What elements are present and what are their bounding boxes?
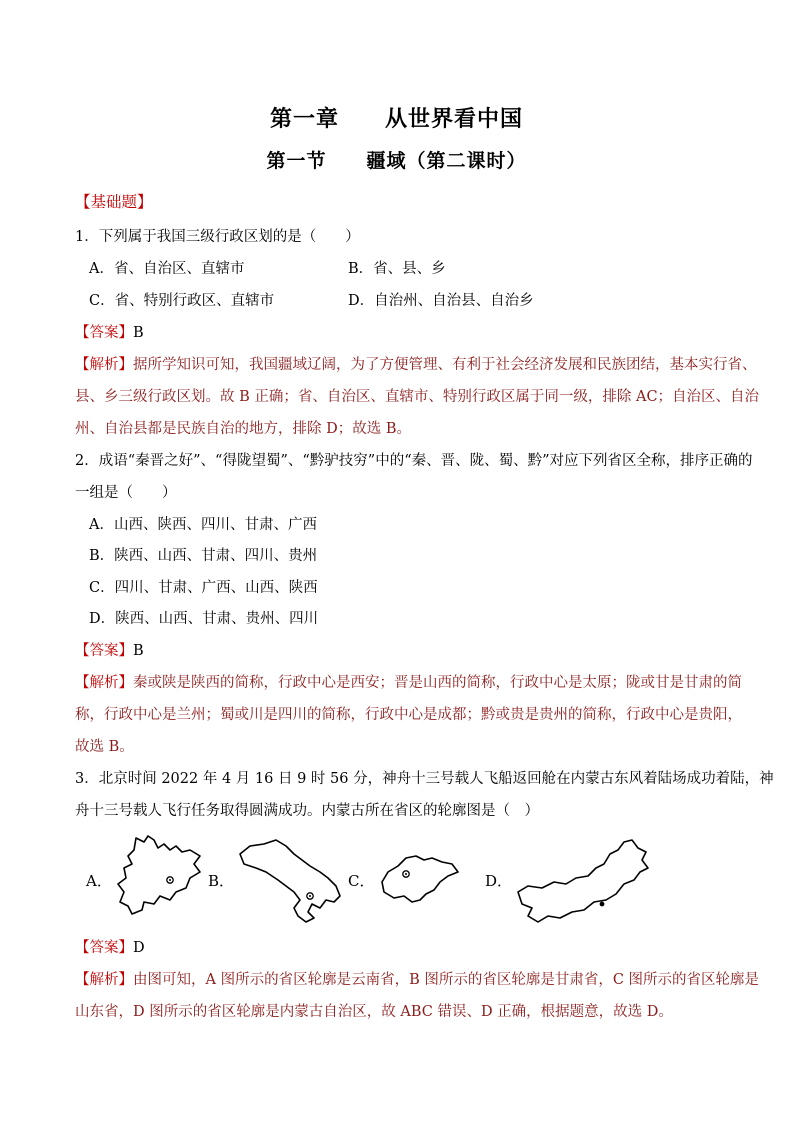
q3-analysis-text-1: 由图可知，A 图所示的省区轮廓是云南省，B 图所示的省区轮廓是甘肃省，C 图所示的省区轮廓是 [133,972,760,988]
q2-option-a: A．山西、陕西、四川、甘肃、广西 [89,517,317,533]
q1-analysis-line-2: 县、乡三级行政区划。故 B 正确；省、自治区、直辖市、特别行政区属于同一级，排除 AC；自治区、自治 [75,389,760,405]
q3-stem-line-2: 舟十三号载人飞行任务取得圆满成功。内蒙古所在省区的轮廓图是（ ） [75,803,539,819]
q2-analysis-line-1 [75,673,742,693]
answer-tag: 【答案】 [75,940,133,956]
q1-answer-row [75,323,144,343]
section-title: 第一节 疆域（第二课时） [266,150,527,172]
q2-analysis-line-3: 故选 B。 [75,739,134,755]
chapter-title: 第一章 从世界看中国 [269,106,523,132]
q3-answer: D [133,940,145,956]
q2-analysis-text-1: 秦或陕是陕西的简称，行政中心是西安；晋是山西的简称，行政中心是太原；陇或甘是甘肃的简 [133,675,742,691]
q2-stem-line-2: 一组是（ ） [75,485,177,501]
section-tag: 【基础题】 [75,193,153,211]
analysis-tag: 【解析】 [75,357,133,373]
q3-analysis-line-2: 山东省，D 图所示的省区轮廓是内蒙古自治区，故 ABC 错误、D 正确，根据题意，故选 D。 [75,1004,673,1020]
analysis-tag: 【解析】 [75,675,133,691]
q2-option-b: B．陕西、山西、甘肃、四川、贵州 [89,548,318,564]
answer-tag: 【答案】 [75,325,133,341]
q2-answer: B [133,643,144,659]
shandong-outline-map [376,852,462,904]
map-label-c: C． [348,872,375,890]
q3-stem-line-1: 3．北京时间 2022 年 4 月 16 日 9 时 56 分，神舟十三号载人飞船返回舱在内蒙古东风着陆场成功着陆，神 [75,771,774,787]
inner-mongolia-outline-map [514,838,654,926]
q1-option-c: C．省、特别行政区、直辖市 [89,293,275,309]
answer-tag: 【答案】 [75,643,133,659]
q3-analysis-line-1 [75,970,759,990]
q1-option-d: D．自治州、自治县、自治乡 [348,293,534,309]
map-label-d: D． [485,872,513,890]
yunnan-outline-map [114,834,206,920]
q1-analysis-line-1 [75,355,757,375]
gansu-outline-map [236,838,348,924]
q2-option-c: C．四川、甘肃、广西、山西、陕西 [89,580,318,596]
q2-analysis-line-2: 称，行政中心是兰州；蜀或川是四川的简称，行政中心是成都；黔或贵是贵州的简称，行政中心是贵阳， [75,707,742,723]
analysis-tag: 【解析】 [75,972,133,988]
map-label-b: B． [208,872,235,890]
q1-answer: B [133,325,144,341]
q3-answer-row [75,938,145,958]
q1-analysis-line-3: 州、自治县都是民族自治的地方，排除 D；故选 B。 [75,421,411,437]
q1-option-b: B．省、县、乡 [348,261,446,277]
q1-stem: 1．下列属于我国三级行政区划的是（ ） [75,229,360,245]
map-label-a: A． [86,872,112,890]
q2-answer-row [75,641,144,661]
q2-stem-line-1: 2．成语“秦晋之好”、“得陇望蜀”、“黔驴技穷”中的“秦、晋、陇、蜀、黔”对应下列省区全称，排序正确的 [75,453,753,469]
q1-option-a: A．省、自治区、直辖市 [89,261,245,277]
q1-analysis-text-1: 据所学知识可知，我国疆域辽阔，为了方便管理、有利于社会经济发展和民族团结，基本实行省、 [133,357,757,373]
q2-option-d: D．陕西、山西、甘肃、贵州、四川 [89,611,319,627]
